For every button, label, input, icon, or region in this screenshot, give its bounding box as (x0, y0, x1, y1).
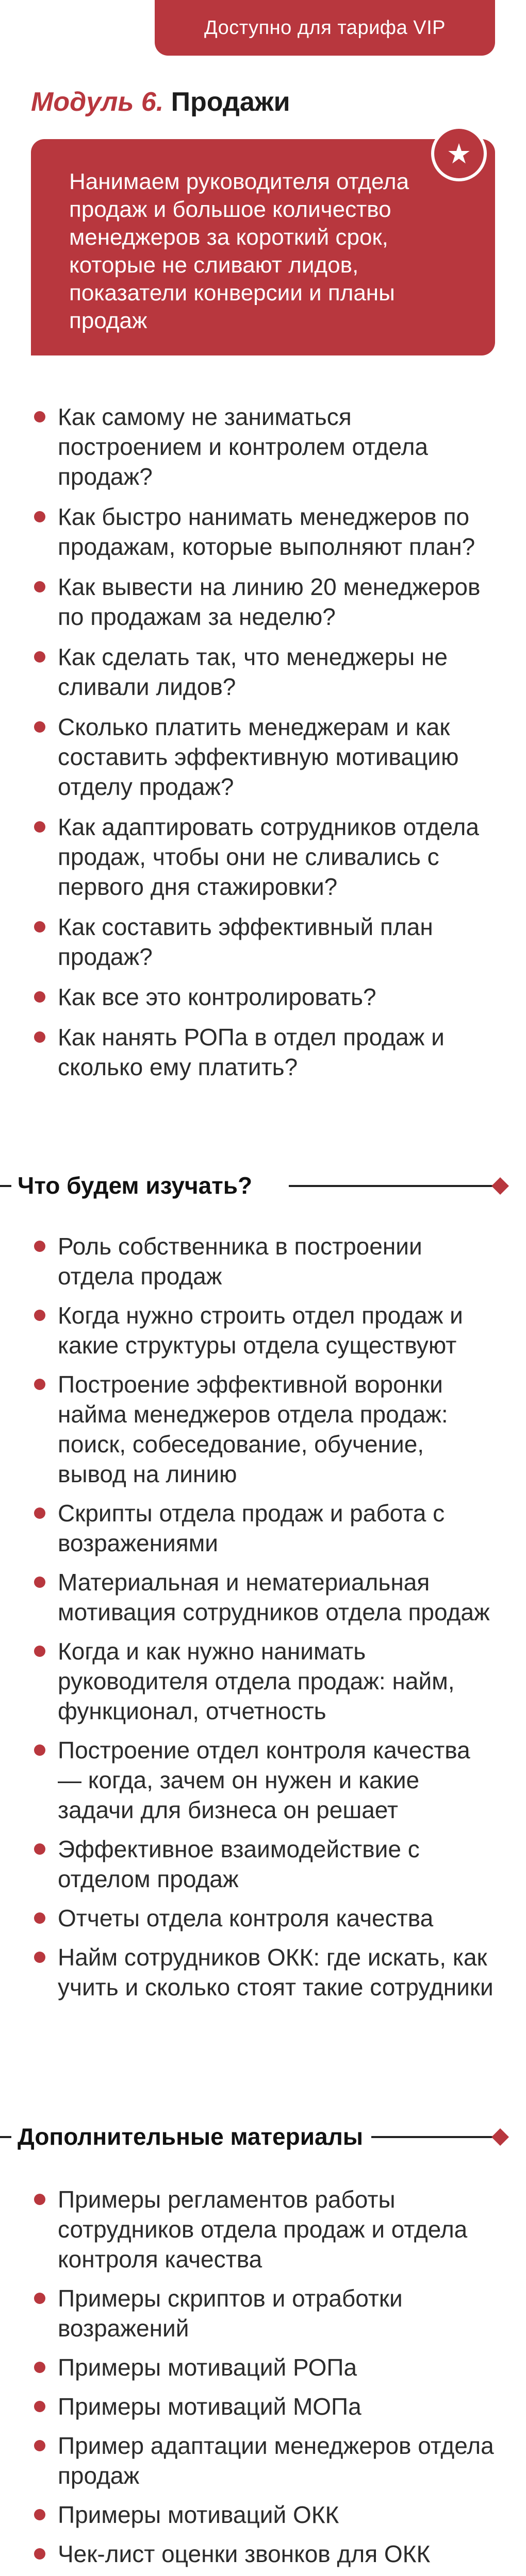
list-item: Примеры мотиваций РОПа (0, 2352, 526, 2382)
list-item: Скрипты отдела продаж и работа с возражениями (0, 1498, 526, 1558)
list-item: Роль собственника в построении отдела продаж (0, 1231, 526, 1291)
star-icon: ★ (431, 126, 487, 181)
bullet-dot-icon (34, 2362, 45, 2373)
bullet-dot-icon (34, 1031, 45, 1043)
section-title: Что будем изучать? (18, 1172, 260, 1199)
list-item: Чек-лист оценки звонков для ОКК (0, 2539, 526, 2569)
list-item: Как самому не заниматься построением и контролем отдела продаж? (0, 402, 526, 492)
bullet-dot-icon (34, 2401, 45, 2412)
list-item: Построение отдел контроля качества — когда, зачем он нужен и какие задачи для бизнеса он решает (0, 1735, 526, 1825)
bullet-dot-icon (34, 1912, 45, 1924)
list-item: Как нанять РОПа в отдел продаж и сколько ему платить? (0, 1022, 526, 1082)
list-item: Когда и как нужно нанимать руководителя отдела продаж: найм, функционал, отчетность (0, 1636, 526, 1726)
bullet-dot-icon (34, 1646, 45, 1657)
list-item: Примеры регламентов работы сотрудников отдела продаж и отдела контроля качества (0, 2184, 526, 2274)
bullet-dot-icon (34, 1952, 45, 1963)
list-item: Пример адаптации менеджеров отдела продаж (0, 2431, 526, 2490)
study-list (0, 1231, 526, 2011)
list-item: Материальная и нематериальная мотивация сотрудников отдела продаж (0, 1567, 526, 1627)
diamond-icon (491, 1177, 509, 1195)
bullet-dot-icon (34, 2509, 45, 2520)
vip-tariff-badge (155, 0, 495, 56)
promo-box (31, 139, 495, 355)
section-header-study (0, 1170, 526, 1200)
module-name: Продажи (171, 87, 290, 117)
bullet-dot-icon (34, 2194, 45, 2205)
bullet-dot-icon (34, 991, 45, 1003)
vip-tariff-label: Доступно для тарифа VIP (204, 16, 446, 39)
bullet-dot-icon (34, 581, 45, 592)
list-item: Когда нужно строить отдел продаж и какие структуры отдела существуют (0, 1300, 526, 1360)
bullet-dot-icon (34, 921, 45, 933)
bullet-dot-icon (34, 1843, 45, 1855)
bullet-dot-icon (34, 1379, 45, 1390)
list-item: Как адаптировать сотрудников отдела продаж, чтобы они не сливались с первого дня стажировки? (0, 812, 526, 902)
bullet-dot-icon (34, 821, 45, 833)
bullet-dot-icon (34, 2440, 45, 2451)
list-item: Примеры мотиваций ОКК (0, 2500, 526, 2530)
bullet-dot-icon (34, 1744, 45, 1756)
materials-list (0, 2184, 526, 2576)
list-item: Отчеты отдела контроля качества (0, 1903, 526, 1933)
bullet-dot-icon (34, 2293, 45, 2304)
bullet-dot-icon (34, 1310, 45, 1321)
bullet-dot-icon (34, 1241, 45, 1252)
list-item: Как составить эффективный план продаж? (0, 912, 526, 972)
bullet-dot-icon (34, 1507, 45, 1519)
list-item: Как сделать так, что менеджеры не сливали лидов? (0, 642, 526, 702)
section-title: Дополнительные материалы (18, 2123, 371, 2150)
module-title (31, 87, 290, 117)
bullet-dot-icon (34, 2548, 45, 2560)
list-item: Сколько платить менеджерам и как составить эффективную мотивацию отделу продаж? (0, 712, 526, 802)
list-item: Как все это контролировать? (0, 982, 526, 1012)
list-item: Построение эффективной воронки найма менеджеров отдела продаж: поиск, собеседование, обучение, вывод на линию (0, 1369, 526, 1489)
questions-list (0, 402, 526, 1092)
diamond-icon (491, 2128, 509, 2146)
list-item: Как вывести на линию 20 менеджеров по продажам за неделю? (0, 572, 526, 632)
bullet-dot-icon (34, 511, 45, 522)
bullet-dot-icon (34, 1577, 45, 1588)
bullet-dot-icon (34, 651, 45, 663)
promo-text: Нанимаем руководителя отдела продаж и большое количество менеджеров за короткий срок, которые не сливают лидов, показатели конверсии и планы продаж (69, 169, 409, 333)
module-number: Модуль 6. (31, 87, 164, 117)
list-item: Примеры скриптов и отработки возражений (0, 2283, 526, 2343)
bullet-dot-icon (34, 721, 45, 733)
bullet-dot-icon (34, 411, 45, 422)
list-item: Примеры мотиваций МОПа (0, 2392, 526, 2421)
list-item: Найм сотрудников ОКК: где искать, как учить и сколько стоят такие сотрудники (0, 1942, 526, 2002)
list-item: Как быстро нанимать менеджеров по продажам, которые выполняют план? (0, 502, 526, 562)
list-item: Эффективное взаимодействие с отделом продаж (0, 1834, 526, 1894)
section-header-materials (0, 2121, 526, 2151)
